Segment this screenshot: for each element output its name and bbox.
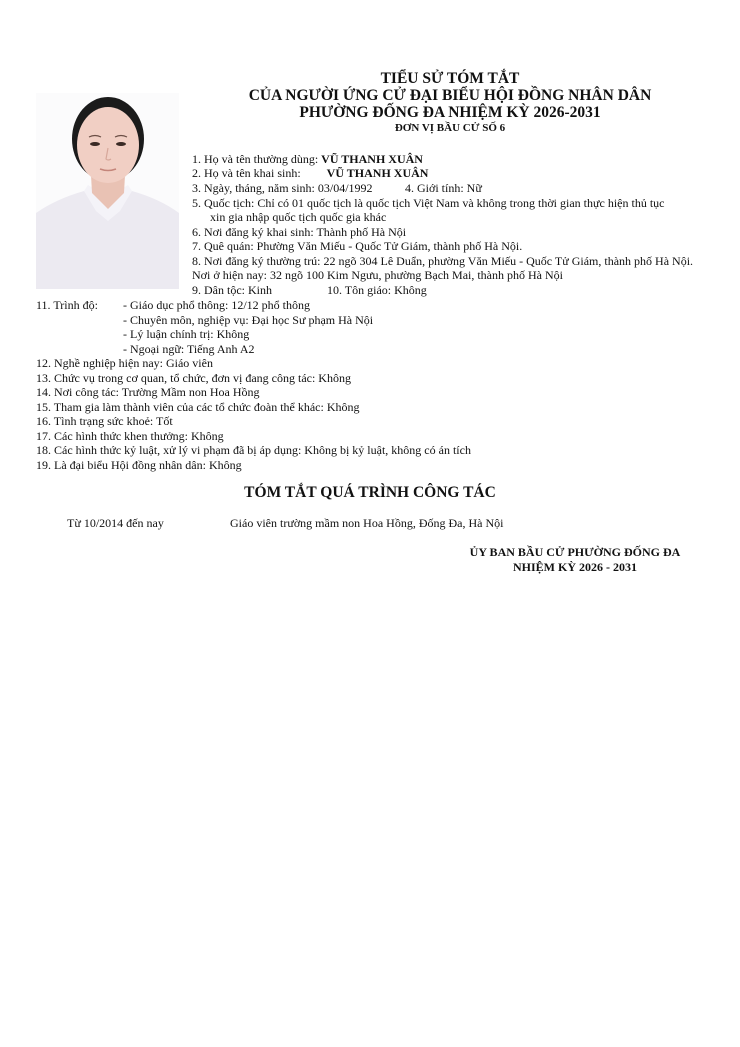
field-position: 13. Chức vụ trong cơ quan, tổ chức, đơn vị đang công tác: Không (36, 371, 351, 385)
education-political: - Lý luận chính trị: Không (123, 327, 250, 341)
education-general: - Giáo dục phổ thông: 12/12 phổ thông (123, 298, 310, 312)
field-nationality: 5. Quốc tịch: Chỉ có 01 quốc tịch là quốc tịch Việt Nam và không trong thời gian thực hiện thủ tục (192, 196, 665, 210)
field-date-of-birth: 3. Ngày, tháng, năm sinh: 03/04/1992 (192, 181, 373, 195)
field-council-member: 19. Là đại biểu Hội đồng nhân dân: Không (36, 458, 242, 472)
education-professional: - Chuyên môn, nghiệp vụ: Đại học Sư phạm Hà Nội (123, 313, 374, 327)
document-title: TIỂU SỬ TÓM TẮT (380, 70, 520, 87)
field-religion: 10. Tôn giáo: Không (327, 283, 427, 297)
field-permanent-residence: 8. Nơi đăng ký thường trú: 22 ngõ 304 Lê Duẩn, phường Văn Miếu - Quốc Tử Giám, thành phố Hà Nội. (192, 254, 694, 268)
field-hometown: 7. Quê quán: Phường Văn Miếu - Quốc Tử Giám, thành phố Hà Nội. (192, 239, 523, 253)
person-portrait-icon (36, 93, 179, 289)
common-name-value: VŨ THANH XUÂN (321, 152, 423, 166)
field-label: 1. Họ và tên thường dùng: (192, 152, 322, 166)
work-history-description: Giáo viên trường mầm non Hoa Hồng, Đống Đa, Hà Nội (230, 516, 504, 530)
field-current-residence: Nơi ở hiện nay: 32 ngõ 100 Kim Ngưu, phường Bạch Mai, thành phố Hà Nội (192, 268, 564, 282)
field-ethnicity: 9. Dân tộc: Kinh (192, 283, 272, 297)
committee-term: NHIỆM KỲ 2026 - 2031 (513, 560, 637, 574)
field-gender: 4. Giới tính: Nữ (405, 181, 482, 195)
portrait-photo (36, 93, 179, 289)
field-birth-name (192, 166, 428, 181)
field-workplace: 14. Nơi công tác: Trường Mầm non Hoa Hồng (36, 385, 260, 399)
field-organizations: 15. Tham gia làm thành viên của các tổ chức đoàn thể khác: Không (36, 400, 360, 414)
birth-name-value: VŨ THANH XUÂN (326, 166, 429, 180)
document-subtitle: CỦA NGƯỜI ỨNG CỬ ĐẠI BIỂU HỘI ĐỒNG NHÂN DÂN (248, 87, 652, 104)
field-nationality-cont: xin gia nhập quốc tịch quốc gia khác (210, 210, 387, 224)
committee-name: ỦY BAN BẦU CỬ PHƯỜNG ĐỐNG ĐA (469, 545, 681, 559)
work-history-period: Từ 10/2014 đến nay (67, 516, 164, 530)
field-birth-registration: 6. Nơi đăng ký khai sinh: Thành phố Hà Nội (192, 225, 407, 239)
field-awards: 17. Các hình thức khen thưởng: Không (36, 429, 224, 443)
electoral-unit: ĐƠN VỊ BẦU CỬ SỐ 6 (394, 122, 506, 134)
field-common-name (192, 152, 423, 167)
field-occupation: 12. Nghề nghiệp hiện nay: Giáo viên (36, 356, 213, 370)
field-discipline: 18. Các hình thức kỷ luật, xử lý vi phạm đã bị áp dụng: Không bị kỷ luật, không có án tích (36, 443, 471, 457)
field-label: 2. Họ và tên khai sinh: (192, 166, 301, 180)
ward-term-title: PHƯỜNG ĐỐNG ĐA NHIỆM KỲ 2026-2031 (299, 104, 601, 121)
field-education-label: 11. Trình độ: (36, 298, 98, 312)
work-history-title: TÓM TẮT QUÁ TRÌNH CÔNG TÁC (244, 484, 496, 501)
field-health: 16. Tình trạng sức khoẻ: Tốt (36, 414, 173, 428)
education-language: - Ngoại ngữ: Tiếng Anh A2 (123, 342, 255, 356)
